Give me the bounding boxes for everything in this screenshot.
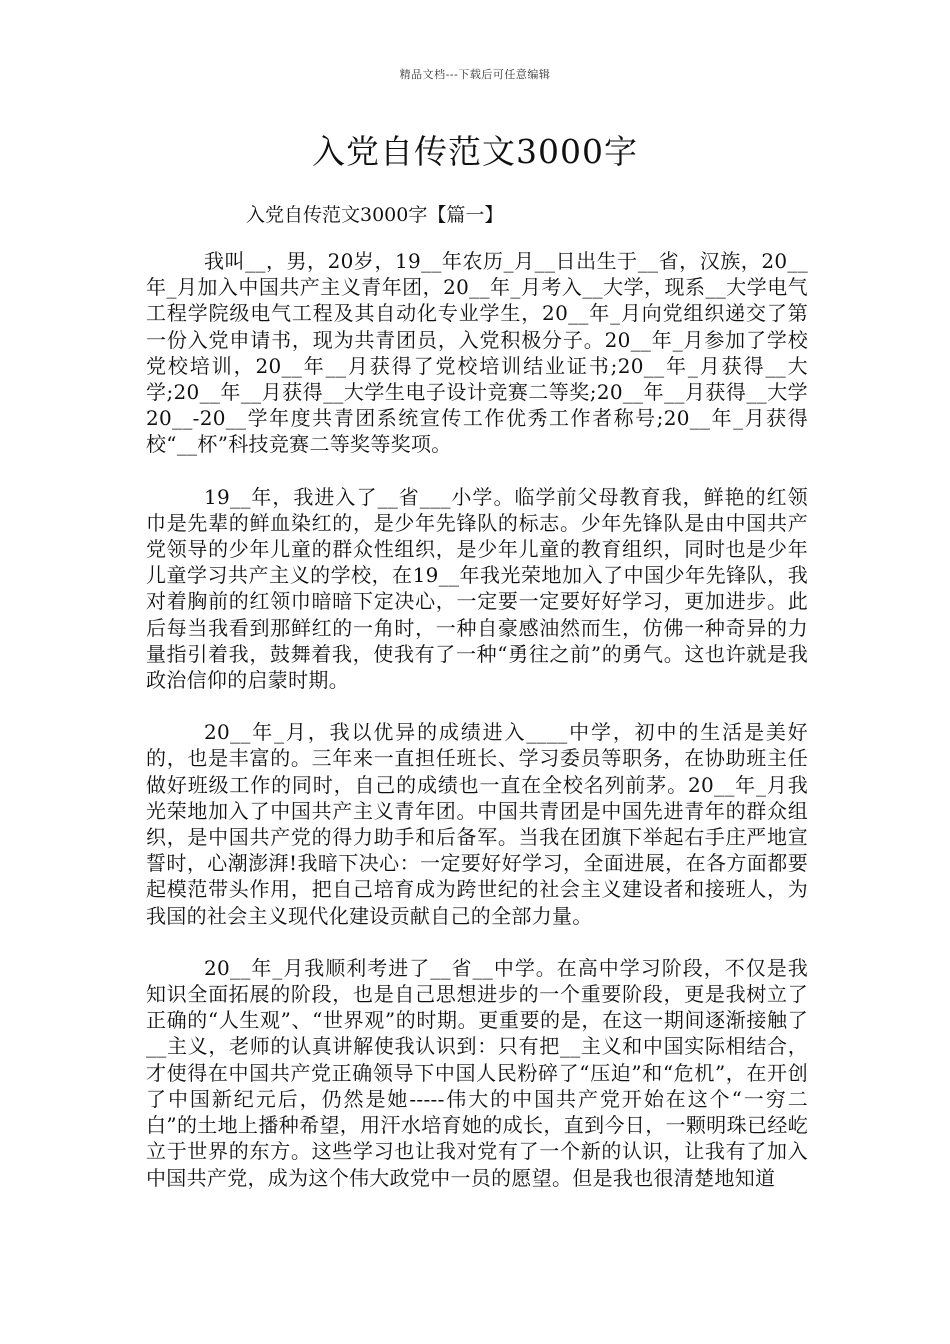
paragraph-4: 20__年_月我顺利考进了__省__中学。在高中学习阶段，不仅是我知识全面拓展的阶段，也是自己思想进步的一个重要阶段，更是我树立了正确的“人生观”、“世界观”的时期。更重要的是，在这一期间逐渐接触了__主义，老师的认真讲解使我认识到：只有把__主义和中国实际相结合，才使得在中国共产党正确领导下中国人民粉碎了“压迫”和“危机”，在开创了中国新纪元后，仍然是她-----伟大的中国共产党开始在这个“一穷二白”的土地上播种希望，用汗水培育她的成长，直到今日，一颗明珠已经屹立于世界的东方。这些学习也让我对党有了一个新的认识，让我有了加入中国共产党，成为这个伟大政党中一员的愿望。但是我也很清楚地知道 — [146, 955, 808, 1190]
header-note: 精品文档---下载后可任意编辑 — [399, 68, 551, 81]
section-heading: 入党自传范文3000字【篇一】 — [246, 204, 504, 226]
body-text — [146, 248, 808, 1217]
paragraph-1: 我叫__，男，20岁，19__年农历_月__日出生于__省，汉族，20__年_月加入中国共产主义青年团，20__年_月考入__大学，现系__大学电气工程学院级电气工程及其自动化专业学生，20__年_月向党组织递交了第一份入党申请书，现为共青团员，入党积极分子。20__年_月参加了学校党校培训，20__年__月获得了党校培训结业证书;20__年_月获得__大学;20__年__月获得__大学生电子设计竞赛二等奖;20__年__月获得__大学20__-20__学年度共青团系统宣传工作优秀工作者称号;20__年_月获得校“__杯”科技竞赛二等奖等奖项。 — [146, 249, 808, 457]
paragraph-2: 19__年，我进入了__省___小学。临学前父母教育我，鲜艳的红领巾是先辈的鲜血染红的，是少年先锋队的标志。少年先锋队是由中国共产党领导的少年儿童的群众性组织，是少年儿童的教育组织，同时也是少年儿童学习共产主义的学校，在19__年我光荣地加入了中国少年先锋队，我对着胸前的红领巾暗暗下定决心，一定要一定要好好学习，更加进步。此后每当我看到那鲜红的一角时，一种自豪感油然而生，仿佛一种奇异的力量指引着我，鼓舞着我，使我有了一种“勇往之前”的勇气。这也许就是我政治信仰的启蒙时期。 — [146, 484, 808, 693]
paragraph-3: 20__年_月，我以优异的成绩进入____中学，初中的生活是美好的，也是丰富的。三年来一直担任班长、学习委员等职务，在协助班主任做好班级工作的同时，自己的成绩也一直在全校名列前茅。20__年_月我光荣地加入了中国共产主义青年团。中国共青团是中国先进青年的群众组织，是中国共产党的得力助手和后备军。当我在团旗下举起右手庄严地宣誓时，心潮澎湃!我暗下决心：一定要好好学习，全面进展，在各方面都要起模范带头作用，把自己培育成为跨世纪的社会主义建设者和接班人，为我国的社会主义现代化建设贡献自己的全部力量。 — [146, 720, 808, 928]
page-title: 入党自传范文3000字 — [312, 132, 638, 171]
